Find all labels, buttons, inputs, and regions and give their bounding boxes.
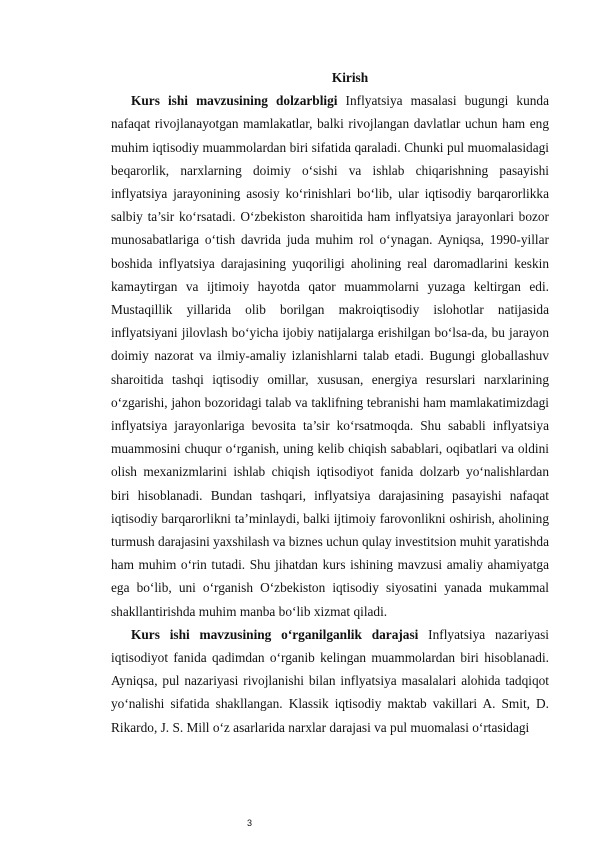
paragraph-text: Inflyatsiya masalasi bugungi kunda nafaqat rivojlanayotgan mamlakatlar, balki rivojlangan davlatlar uchun ham eng muhim iqtisodiy muammolardan biri sifatida qaraladi. Chunki pul muomalasidagi beqarorlik, narxlarning doimiy o‘sishi va ishlab chiqarishning pasayishi inflyatsiya jarayonining asosiy ko‘rinishlari bo‘lib, ular iqtisodiy barqarorlikka salbiy ta’sir ko‘rsatadi. O‘zbekiston sharoitida ham inflyatsiya jarayonlari bozor munosabatlariga o‘tish davrida juda muhim rol o‘ynagan. Ayniqsa, 1990-yillar boshida inflyatsiya darajasining yuqoriligi aholining real daromadlarini keskin kamaytirgan va ijtimoiy hayotda qator muammolarni yuzaga keltirgan edi. Mustaqillik yillarida olib borilgan makroiqtisodiy islohotlar natijasida inflyatsiyani jilovlash bo‘yicha ijobiy natijalarga erishilgan bo‘lsa-da, bu jarayon doimiy nazorat va ilmiy-amaliy izlanishlarni talab etadi. Bugungi globallashuv sharoitida tashqi iqtisodiy omillar, xususan, energiya resurslari narxlarining o‘zgarishi, jahon bozoridagi talab va taklifning tebranishi ham mamlakatimizdagi inflyatsiya jarayonlariga bevosita ta’sir ko‘rsatmoqda. Shu sababli inflyatsiya muammosini chuqur o‘rganish, uning kelib chiqish sabablari, oqibatlari va oldini olish mexanizmlarini ishlab chiqish iqtisodiyot fanida dolzarb yo‘nalishlardan biri hisoblanadi. Bundan tashqari, inflyatsiya darajasining pasayishi nafaqat iqtisodiy barqarorlikni ta’minlaydi, balki ijtimoiy farovonlikni oshirish, aholining turmush darajasini yaxshilash va biznes uchun qulay investitsion muhit yaratishda ham muhim o‘rin tutadi. Shu jihatdan kurs ishining mavzusi amaliy ahamiyatga ega bo‘lib, uni o‘rganish O‘zbekiston iqtisodiy siyosatini yanada mukammal shakllantirishda muhim manba bo‘lib xizmat qiladi. — [111, 93, 549, 619]
paragraph-lead: Kurs ishi mavzusining dolzarbligi — [131, 93, 338, 109]
document-page — [111, 66, 549, 739]
page-title: Kirish — [331, 70, 369, 85]
paragraph-study-degree — [111, 623, 549, 739]
paragraph-text: Inflyatsiya nazariyasi iqtisodiyot fanida qadimdan o‘rganib kelingan muammolardan biri hisoblanadi. Ayniqsa, pul nazariyasi rivojlanishi bilan inflyatsiya masalalari alohida tadqiqot yo‘nalishi sifatida shakllangan. Klassik iqtisodiy maktab vakillari A. Smit, D. Rikardo, J. S. Mill o‘z asarlarida narxlar darajasi va pul muomalasi o‘rtasidagi — [111, 626, 549, 735]
paragraph-relevance — [111, 89, 549, 623]
page-number: 3 — [247, 818, 253, 828]
paragraph-lead: Kurs ishi mavzusining o‘rganilganlik darajasi — [131, 626, 419, 642]
